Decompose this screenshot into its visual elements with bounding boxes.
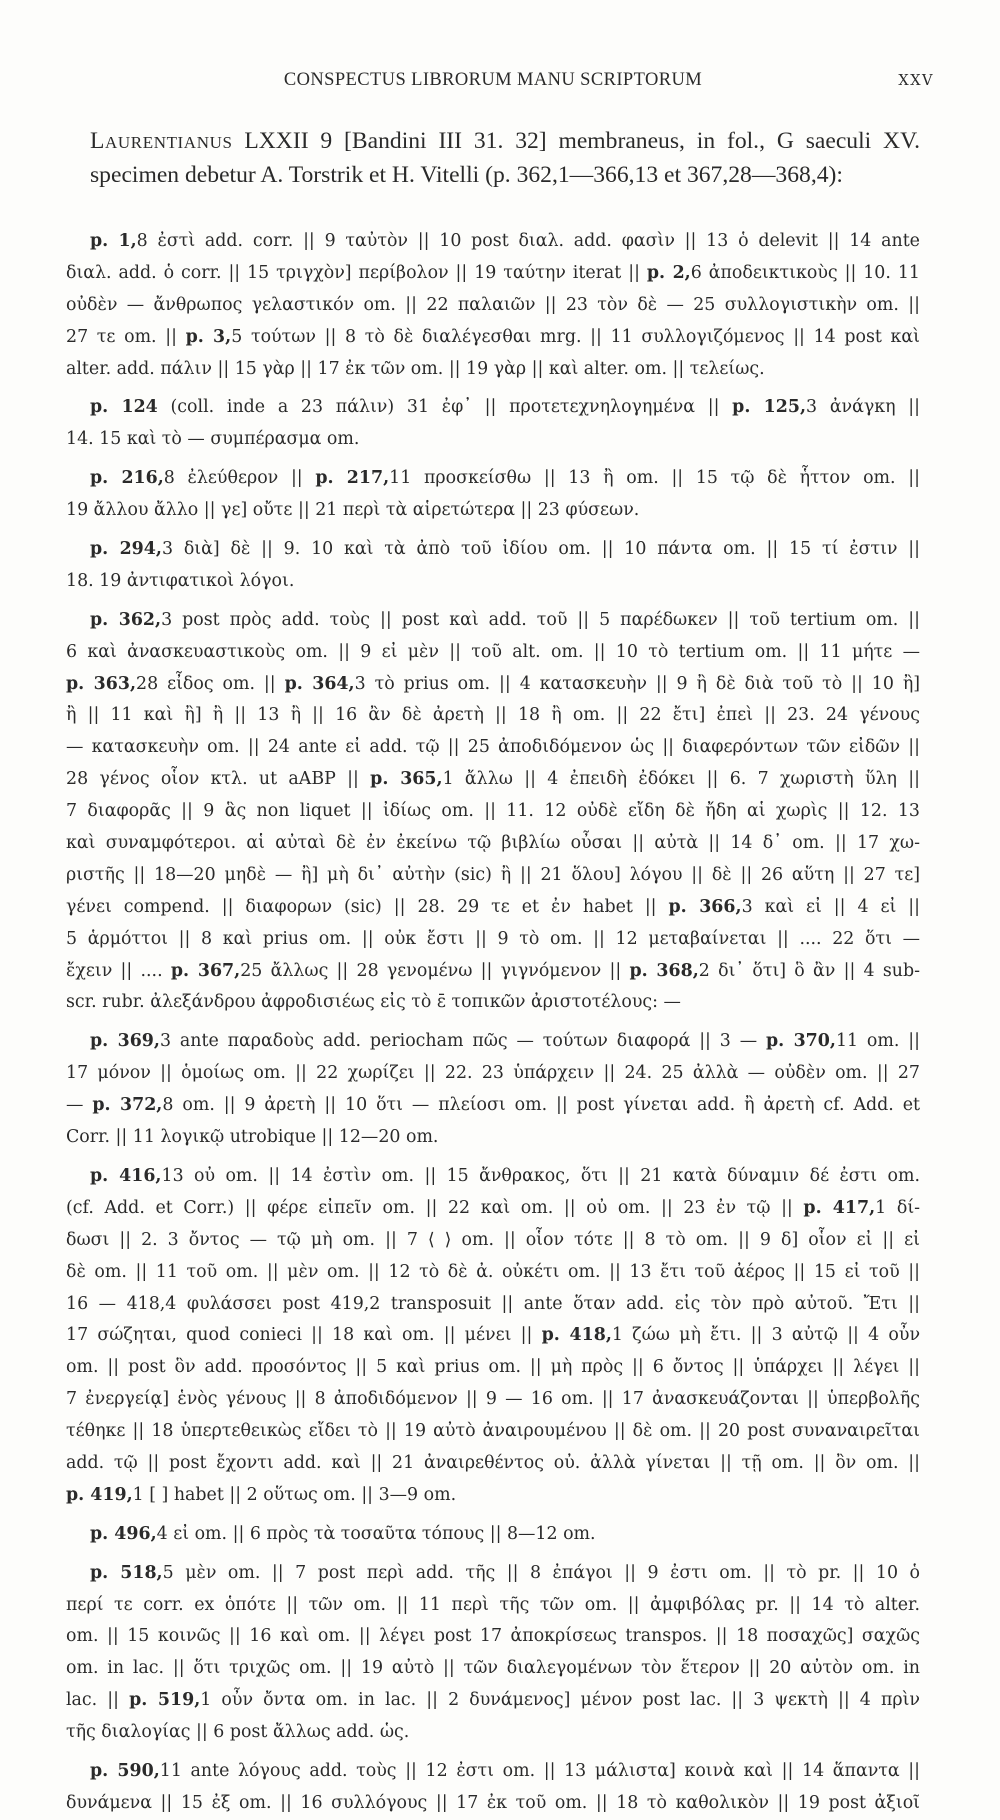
collation-text: 7 διαφορᾶς || 9 ἃς non liquet || ἰδίως om. || 11. 12 οὐδὲ εἴδη δὲ ἤδη αἱ χωρὶς || 12. 13 xyxy=(66,801,920,822)
collation-text: δὲ om. || 11 τοῦ om. || μὲν om. || 12 τὸ δὲ ἀ. οὐκέτι om. || 13 ἔτι τοῦ ἀέρος || 15 εἰ τοῦ || xyxy=(66,1261,920,1282)
collation-line xyxy=(66,700,920,732)
page-reference: p. 363, xyxy=(66,673,137,694)
collation-line xyxy=(66,566,920,598)
page-reference: p. 294, xyxy=(90,539,162,560)
collation-text: διαλ. add. ὁ corr. || 15 τριγχὸν] περίβολον || 19 ταύτην iterat || xyxy=(66,262,647,283)
collation-text: alter. add. πάλιν || 15 γὰρ || 17 ἐκ τῶν om. || 19 γὰρ || καὶ alter. om. || τελείως. xyxy=(66,358,765,379)
collation-text: (coll. inde a 23 πάλιν) 31 ἐφ᾽ || προτετεχνηλογημένα || xyxy=(157,397,733,418)
collation-text: lac. || xyxy=(66,1690,130,1711)
page-reference: p. 368, xyxy=(629,960,699,981)
page-reference: p. 124 xyxy=(90,397,158,418)
collation-text: 5 μὲν om. || 7 post περὶ add. τῆς || 8 ἐπάγοι || 9 ἐστι om. || τὸ pr. || 10 ὁ xyxy=(162,1562,920,1583)
collation-line xyxy=(66,1558,920,1590)
manuscript-entry-heading xyxy=(90,124,920,192)
collation-line xyxy=(66,1717,920,1749)
collation-text: δωσι || 2. 3 ὄντος — τῷ μὴ om. || 7 ⟨ ⟩ om. || οἷον τότε || 8 τὸ om. || 9 δ] οἷον εἰ || εἰ xyxy=(66,1229,920,1250)
collation-text: 1 ἄλλω || 4 ἐπειδὴ ἐδόκει || 6. 7 χωριστὴ ὕλη || xyxy=(442,769,920,790)
page-reference: p. 518, xyxy=(90,1562,163,1583)
page-reference: p. 418, xyxy=(541,1325,612,1346)
collation-text: οὐδὲν — ἄνθρωπος γελαστικόν om. || 22 παλαιῶν || 23 τὸν δὲ — 25 συλλογιστικὴν om. || xyxy=(66,294,920,315)
page-number: XXV xyxy=(898,73,934,89)
collation-line xyxy=(66,605,920,637)
collation-line xyxy=(66,534,920,566)
collation-text: 6 καὶ ἀνασκευαστικοὺς om. || 9 εἰ μὲν || τοῦ alt. om. || 10 τὸ tertium om. || 11 μήτε — xyxy=(66,641,920,662)
collation-text: γένει compend. || διαφορων (sic) || 28. 29 τε et ἐν habet || xyxy=(66,896,669,917)
collation-line xyxy=(66,956,920,988)
page-reference: p. 3, xyxy=(185,326,232,347)
collation-line xyxy=(66,424,920,456)
collation-text: ἢ || 11 καὶ ἢ] ἢ || 13 ἢ || 16 ἂν δὲ ἀρετὴ || 18 ἢ om. || 22 ἔτι] ἐπεὶ || 23. 24 γένους xyxy=(66,705,920,726)
collation-line xyxy=(66,764,920,796)
page-reference: p. 370, xyxy=(765,1031,836,1052)
collation-line xyxy=(66,495,920,527)
collation-line xyxy=(66,732,920,764)
collation-text: δυνάμενα || 15 ἐξ om. || 16 συλλόγους || 17 ἐκ τοῦ om. || 18 τὸ καθολικὸν || 19 post ἀξιοῖ xyxy=(66,1792,920,1813)
collation-text: 2 δι᾽ ὅτι] ὃ ἂν || 4 sub- xyxy=(698,960,920,981)
running-head xyxy=(66,70,934,94)
collation-line xyxy=(66,1590,920,1622)
collation-text: 17 μόνον || ὁμοίως om. || 22 χωρίζει || 22. 23 ὑπάρχειν || 24. 25 ἀλλὰ — οὐδὲν om. || 27 xyxy=(66,1063,920,1084)
collation-text: om. in lac. || ὅτι τριχῶς om. || 19 αὐτὸ || τῶν διαλεγομένων τὸν ἕτερον || 20 αὐτὸν om. in xyxy=(66,1658,920,1679)
collation-text: 11 προσκείσθω || 13 ἢ om. || 15 τῷ δὲ ἧττον om. || xyxy=(389,468,920,489)
page-reference: p. 366, xyxy=(668,896,742,917)
collation-text: 8 ἐλεύθερον || xyxy=(163,468,316,489)
collation-text: 17 σώζηται, quod conieci || 18 καὶ om. || μένει || xyxy=(66,1325,542,1346)
page-reference: p. 496, xyxy=(90,1523,157,1544)
collation-text: Corr. || 11 λογικῷ utrobique || 12—20 om. xyxy=(66,1127,439,1148)
collation-line xyxy=(66,290,920,322)
running-head-title: CONSPECTUS LIBRORUM MANU SCRIPTORUM xyxy=(283,70,703,90)
collation-line xyxy=(66,1352,920,1384)
collation-text: om. || 15 κοινῶς || 16 καὶ om. || λέγει post 17 ἀποκρίσεως transpos. || 18 ποσαχῶς] σαχῶς xyxy=(66,1626,920,1647)
page-reference: p. 369, xyxy=(90,1031,160,1052)
collation-text: (cf. Add. et Corr.) || φέρε εἰπεῖν om. || 22 καὶ om. || οὐ om. || 23 ἐν τῷ || xyxy=(66,1197,804,1218)
collation-text: 28 γένος οἷον κτλ. ut aABP || xyxy=(66,769,371,790)
page-reference: p. 419, xyxy=(66,1484,133,1505)
collation-line xyxy=(66,1416,920,1448)
collation-line xyxy=(66,987,920,1019)
collation-text: 25 ἄλλως || 28 γενομένω || γιγνόμενον || xyxy=(240,960,630,981)
collation-text: 19 ἄλλου ἄλλο || γε] οὔτε || 21 περὶ τὰ αἱρετώτερα || 23 φύσεων. xyxy=(66,500,640,521)
collation-text: 3 τὸ prius om. || 4 κατασκευὴν || 9 ἢ δὲ διὰ τοῦ τὸ || 10 ἢ] xyxy=(354,673,920,694)
collation-text: 11 om. || xyxy=(835,1031,920,1052)
collation-text: 5 ἁρμόττοι || 8 καὶ prius om. || οὐκ ἔστι || 9 τὸ om. || 12 μεταβαίνεται || .... 22 ὅτι — xyxy=(66,928,920,949)
collation-line xyxy=(66,828,920,860)
collation-text: 8 om. || 9 ἀρετὴ || 10 ὅτι — πλείοσι om. || post γίνεται add. ἢ ἀρετὴ cf. Add. et xyxy=(162,1095,920,1116)
collation-line xyxy=(66,1058,920,1090)
collation-line xyxy=(66,1448,920,1480)
collation-line xyxy=(66,1090,920,1122)
collation-line xyxy=(66,1756,920,1788)
collation-text: 3 ἀνάγκη || xyxy=(806,397,920,418)
page-reference: p. 125, xyxy=(732,397,807,418)
collation-line xyxy=(66,1519,920,1551)
collation-text: — xyxy=(66,1095,93,1116)
collation-text: ριστῆς || 18—20 μηδὲ — ἢ] μὴ δι᾽ αὐτὴν (sic) ἢ || 21 ὅλου] λόγου || δὲ || 26 αὕτη || 27 τε] xyxy=(66,864,920,885)
page-reference: p. 519, xyxy=(129,1690,201,1711)
page-reference: p. 417, xyxy=(803,1197,876,1218)
collation-text: 11 ante λόγους add. τοὺς || 12 ἐστι om. || 13 μάλιστα] κοινὰ καὶ || 14 ἅπαντα || xyxy=(159,1760,920,1781)
collation-line xyxy=(66,1122,920,1154)
collation-line xyxy=(66,1653,920,1685)
collation-text: 13 οὐ om. || 14 ἐστὶν om. || 15 ἄνθρακος, ὅτι || 21 κατὰ δύναμιν δέ ἐστι om. xyxy=(161,1165,920,1186)
collation-line xyxy=(66,1384,920,1416)
collation-text: τέθηκε || 18 ὑπερτεθεικὼς εἴδει τὸ || 19 αὐτὸ ἀναιρουμένου || δὲ om. || 20 post συναναιρεῖται xyxy=(66,1421,920,1442)
page-reference: p. 2, xyxy=(646,262,691,283)
page-reference: p. 1, xyxy=(90,231,137,251)
collation-text: καὶ συναμφότεροι. αἱ αὐταὶ δὲ ἐν ἐκείνω τῷ βιβλίω οὖσαι || αὐτὰ || 14 δ᾽ om. || 17 χω- xyxy=(66,833,920,854)
collation-text: 3 ante παραδοὺς add. periocham πῶς — τούτων διαφορά || 3 — xyxy=(159,1031,766,1052)
collation-text: 5 τούτων || 8 τὸ δὲ διαλέγεσθαι mrg. || 11 συλλογιζόμενος || 14 post καὶ xyxy=(231,326,920,347)
collation-text: 18. 19 ἀντιφατικοὶ λόγοι. xyxy=(66,570,295,591)
collation-text: 1 [ ] habet || 2 οὕτως om. || 3—9 om. xyxy=(132,1484,457,1505)
collation-line xyxy=(66,354,920,386)
collation-text: 14. 15 καὶ τὸ — συμπέρασμα om. xyxy=(66,429,360,450)
collation-line xyxy=(66,1257,920,1289)
collation-text: περί τε corr. ex ὁπότε || τῶν om. || 11 περὶ τῆς τῶν om. || ἀμφιβόλας pr. || 14 τὸ alter. xyxy=(66,1594,920,1615)
page-reference: p. 367, xyxy=(170,960,241,981)
collation-text: 7 ἐνεργείᾳ] ἑνὸς γένους || 8 ἀποδιδόμενον || 9 — 16 om. || 17 ἀνασκευάζονται || ὑπερβολῆς xyxy=(66,1389,920,1410)
collation-text: om. || post ὃν add. προσόντος || 5 καὶ prius om. || μὴ πρὸς || 6 ὄντος || ὑπάρχει || λέγει || xyxy=(66,1357,920,1378)
collation-line xyxy=(66,669,920,701)
collation-line xyxy=(66,1026,920,1058)
page-reference: p. 364, xyxy=(284,673,355,694)
page-reference: p. 216, xyxy=(90,468,164,489)
collation-line xyxy=(66,637,920,669)
collation-text: 27 τε om. || xyxy=(66,326,186,347)
collation-text: τῆς διαλογίας || 6 post ἄλλως add. ὡς. xyxy=(66,1722,410,1743)
collation-line xyxy=(66,1289,920,1321)
collation-line xyxy=(66,1320,920,1352)
collation-line xyxy=(66,1225,920,1257)
page-reference: p. 362, xyxy=(90,609,162,630)
collation-line xyxy=(66,392,920,424)
collation-line xyxy=(66,1788,920,1820)
collation-apparatus xyxy=(66,226,920,1820)
collation-text: 6 ἀποδεικτικοὺς || 10. 11 xyxy=(690,262,920,283)
collation-text: 3 καὶ εἰ || 4 εἰ || xyxy=(741,896,920,917)
manuscript-name: Laurentianus xyxy=(90,128,233,154)
collation-line xyxy=(66,892,920,924)
collation-line xyxy=(66,860,920,892)
page-reference: p. 217, xyxy=(315,468,390,489)
collation-text: scr. rubr. ἀλεξάνδρου ἀφροδισιέως εἰς τὸ ε̄ τοπικῶν ἀριστοτέλους: — xyxy=(66,992,681,1013)
collation-line xyxy=(66,1621,920,1653)
collation-text: 3 post πρὸς add. τοὺς || post καὶ add. τοῦ || 5 παρέδωκεν || τοῦ tertium om. || xyxy=(161,609,920,630)
collation-text: 4 εἰ om. || 6 πρὸς τὰ τοσαῦτα τόπους || 8—12 om. xyxy=(156,1523,596,1544)
collation-text: 1 οὖν ὄντα om. in lac. || 2 δυνάμενος] μένον post lac. || 3 ψεκτὴ || 4 πρὶν xyxy=(200,1690,920,1711)
collation-text: 8 ἐστὶ add. corr. || 9 ταὐτὸν || 10 post διαλ. add. φασὶν || 13 ὁ delevit || 14 ante xyxy=(136,231,920,251)
collation-line xyxy=(66,924,920,956)
collation-text: 16 — 418,4 φυλάσσει post 419,2 transposuit || ante ὅταν add. εἰς τὸν πρὸ αὐτοῦ. Ἔτι || xyxy=(66,1293,920,1314)
collation-line xyxy=(66,322,920,354)
collation-text: ἔχειν || .... xyxy=(66,960,171,981)
collation-line xyxy=(66,226,920,258)
collation-line xyxy=(66,1480,920,1512)
collation-text: 28 εἶδος om. || xyxy=(136,673,285,694)
collation-line xyxy=(66,1685,920,1717)
collation-text: 1 ζώω μὴ ἔτι. || 3 αὐτῷ || 4 οὖν xyxy=(611,1325,920,1346)
collation-line xyxy=(66,1161,920,1193)
page-reference: p. 365, xyxy=(370,769,443,790)
page-reference: p. 372, xyxy=(92,1095,163,1116)
collation-text: add. τῷ || post ἔχοντι add. καὶ || 21 ἀναιρεθέντος οὐ. ἀλλὰ γίνεται || τῇ om. || ὂν om. || xyxy=(66,1452,920,1473)
collation-line xyxy=(66,1193,920,1225)
collation-line xyxy=(66,258,920,290)
collation-line xyxy=(66,463,920,495)
collation-text: 1 δί- xyxy=(875,1197,920,1218)
collation-line xyxy=(66,796,920,828)
collation-text: — κατασκευὴν om. || 24 ante εἰ add. τῷ || 25 ἀποδιδόμενον ὡς || διαφερόντων τῶν εἰδῶν || xyxy=(66,737,920,758)
page-reference: p. 416, xyxy=(90,1165,162,1186)
manuscript-description: LXXII 9 [Bandini III 31. 32] membraneus, in fol., G saeculi XV. specimen debetur A. Torstrik et H. Vitelli (p. 362,1—366,13 et 367,28—368,4): xyxy=(90,128,920,188)
page-reference: p. 590, xyxy=(90,1760,160,1781)
collation-text: 3 διὰ] δὲ || 9. 10 καὶ τὰ ἀπὸ τοῦ ἰδίου om. || 10 πάντα om. || 15 τί ἐστιν || xyxy=(161,539,920,560)
